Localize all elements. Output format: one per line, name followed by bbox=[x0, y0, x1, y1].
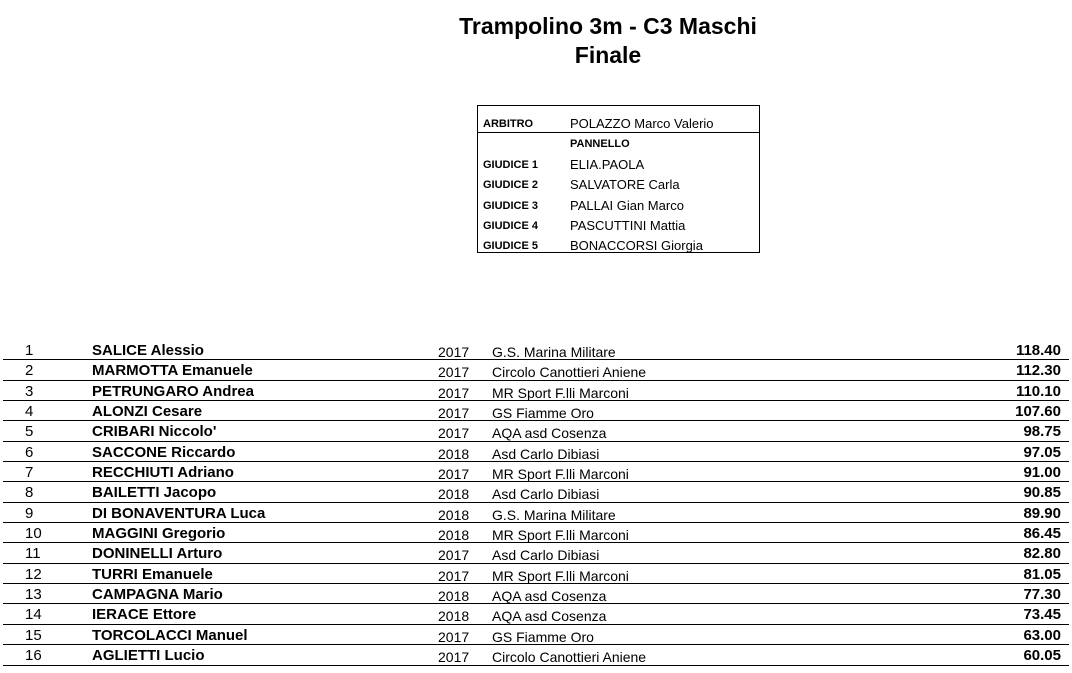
judge-row bbox=[478, 196, 759, 216]
judge-row bbox=[478, 175, 759, 195]
athlete-score: 81.05 bbox=[1023, 565, 1061, 583]
athlete-club: MR Sport F.lli Marconi bbox=[492, 466, 629, 483]
athlete-score: 91.00 bbox=[1023, 464, 1061, 482]
result-row bbox=[3, 482, 1069, 502]
event-title: Trampolino 3m - C3 Maschi bbox=[459, 13, 757, 39]
result-row bbox=[3, 645, 1069, 665]
athlete-year: 2017 bbox=[438, 344, 470, 360]
athlete-score: 73.45 bbox=[1023, 606, 1061, 624]
athlete-club: MR Sport F.lli Marconi bbox=[492, 567, 629, 584]
referee-row bbox=[478, 114, 759, 134]
result-position: 12 bbox=[25, 565, 42, 583]
athlete-score: 86.45 bbox=[1023, 525, 1061, 543]
athlete-year: 2018 bbox=[438, 527, 470, 544]
athlete-score: 107.60 bbox=[1015, 403, 1061, 421]
athlete-name: BAILETTI Jacopo bbox=[92, 484, 217, 502]
athlete-name: CAMPAGNA Mario bbox=[92, 586, 223, 604]
result-position: 14 bbox=[25, 606, 42, 624]
athlete-year: 2017 bbox=[438, 547, 470, 564]
athlete-club: Circolo Canottieri Aniene bbox=[492, 364, 647, 381]
judges-list bbox=[478, 155, 759, 257]
result-row bbox=[3, 543, 1069, 563]
athlete-club: Circolo Canottieri Aniene bbox=[492, 649, 647, 666]
result-position: 11 bbox=[25, 545, 41, 563]
athlete-club: GS Fiamme Oro bbox=[492, 405, 594, 422]
page-title bbox=[0, 12, 1072, 70]
athlete-name: IERACE Ettore bbox=[92, 606, 197, 624]
athlete-year: 2018 bbox=[438, 588, 470, 605]
result-position: 8 bbox=[25, 484, 34, 502]
athlete-club: G.S. Marina Militare bbox=[492, 344, 616, 360]
athlete-club: Asd Carlo Dibiasi bbox=[492, 445, 600, 462]
judge-label: GIUDICE 5 bbox=[483, 240, 539, 253]
athlete-score: 97.05 bbox=[1023, 443, 1061, 461]
referee-name: POLAZZO Marco Valerio bbox=[570, 116, 714, 131]
athlete-year: 2017 bbox=[438, 425, 470, 442]
result-position: 13 bbox=[25, 586, 42, 604]
event-phase: Finale bbox=[574, 42, 642, 68]
athlete-score: 63.00 bbox=[1023, 626, 1061, 644]
panel-row bbox=[478, 134, 759, 154]
athlete-year: 2017 bbox=[438, 364, 470, 381]
result-row bbox=[3, 381, 1069, 401]
judge-row bbox=[478, 155, 759, 175]
judge-name: BONACCORSI Giorgia bbox=[570, 238, 703, 254]
athlete-club: G.S. Marina Militare bbox=[492, 506, 616, 523]
judge-row bbox=[478, 216, 759, 236]
result-position: 9 bbox=[25, 504, 34, 522]
athlete-score: 118.40 bbox=[1015, 342, 1061, 359]
result-position: 10 bbox=[25, 525, 42, 543]
result-row bbox=[3, 564, 1069, 584]
result-row bbox=[3, 625, 1069, 645]
judge-row bbox=[478, 236, 759, 256]
judge-label: GIUDICE 4 bbox=[483, 219, 539, 232]
athlete-year: 2018 bbox=[438, 506, 470, 523]
athlete-name: PETRUNGARO Andrea bbox=[92, 382, 254, 400]
panel-label: PANNELLO bbox=[570, 138, 630, 151]
result-row bbox=[3, 462, 1069, 482]
athlete-score: 90.85 bbox=[1023, 484, 1061, 502]
result-position: 4 bbox=[25, 403, 34, 421]
athlete-score: 110.10 bbox=[1015, 382, 1061, 400]
athlete-score: 89.90 bbox=[1023, 504, 1061, 522]
athlete-name: MARMOTTA Emanuele bbox=[92, 362, 253, 380]
result-row bbox=[3, 401, 1069, 421]
athlete-year: 2017 bbox=[438, 567, 470, 584]
athlete-name: DONINELLI Arturo bbox=[92, 545, 223, 563]
result-row bbox=[3, 421, 1069, 441]
athlete-club: AQA asd Cosenza bbox=[492, 588, 607, 605]
result-position: 6 bbox=[25, 443, 34, 461]
athlete-name: DI BONAVENTURA Luca bbox=[92, 504, 266, 522]
result-position: 15 bbox=[25, 626, 42, 644]
athlete-club: Asd Carlo Dibiasi bbox=[492, 486, 600, 503]
judge-name: ELIA.PAOLA bbox=[570, 156, 645, 172]
result-position: 1 bbox=[25, 342, 34, 359]
result-row bbox=[3, 604, 1069, 624]
athlete-name: SALICE Alessio bbox=[92, 342, 204, 359]
athlete-name: CRIBARI Niccolo' bbox=[92, 423, 217, 441]
athlete-year: 2017 bbox=[438, 649, 470, 666]
athlete-name: ALONZI Cesare bbox=[92, 403, 203, 421]
athlete-name: TORCOLACCI Manuel bbox=[92, 626, 248, 644]
athlete-name: TURRI Emanuele bbox=[92, 565, 213, 583]
result-position: 16 bbox=[25, 647, 42, 665]
judge-name: SALVATORE Carla bbox=[570, 177, 680, 193]
judge-name: PALLAI Gian Marco bbox=[570, 197, 684, 213]
athlete-year: 2017 bbox=[438, 384, 470, 401]
result-row bbox=[3, 503, 1069, 523]
athlete-year: 2018 bbox=[438, 608, 470, 625]
athlete-club: AQA asd Cosenza bbox=[492, 608, 607, 625]
athlete-club: GS Fiamme Oro bbox=[492, 628, 594, 645]
athlete-club: MR Sport F.lli Marconi bbox=[492, 384, 629, 401]
referee-label: ARBITRO bbox=[483, 118, 534, 130]
athlete-score: 112.30 bbox=[1015, 362, 1061, 380]
athlete-year: 2018 bbox=[438, 445, 470, 462]
results-table bbox=[3, 340, 1069, 666]
result-row bbox=[3, 442, 1069, 462]
athlete-score: 98.75 bbox=[1023, 423, 1061, 441]
athlete-club: AQA asd Cosenza bbox=[492, 425, 607, 442]
athlete-score: 77.30 bbox=[1023, 586, 1061, 604]
athlete-score: 60.05 bbox=[1023, 647, 1061, 665]
result-row bbox=[3, 523, 1069, 543]
officials-panel bbox=[477, 105, 760, 253]
judge-label: GIUDICE 1 bbox=[483, 158, 539, 171]
result-row bbox=[3, 340, 1069, 360]
result-position: 3 bbox=[25, 382, 34, 400]
athlete-name: RECCHIUTI Adriano bbox=[92, 464, 234, 482]
athlete-year: 2017 bbox=[438, 466, 470, 483]
athlete-name: SACCONE Riccardo bbox=[92, 443, 236, 461]
judge-name: PASCUTTINI Mattia bbox=[570, 217, 686, 233]
result-row bbox=[3, 584, 1069, 604]
athlete-name: MAGGINI Gregorio bbox=[92, 525, 226, 543]
judge-label: GIUDICE 3 bbox=[483, 199, 539, 212]
result-position: 2 bbox=[25, 362, 34, 380]
athlete-year: 2018 bbox=[438, 486, 470, 503]
athlete-club: Asd Carlo Dibiasi bbox=[492, 547, 600, 564]
judge-label: GIUDICE 2 bbox=[483, 179, 539, 192]
athlete-year: 2017 bbox=[438, 628, 470, 645]
athlete-name: AGLIETTI Lucio bbox=[92, 647, 205, 665]
result-position: 7 bbox=[25, 464, 34, 482]
athlete-club: MR Sport F.lli Marconi bbox=[492, 527, 629, 544]
result-position: 5 bbox=[25, 423, 34, 441]
athlete-year: 2017 bbox=[438, 405, 470, 422]
athlete-score: 82.80 bbox=[1023, 545, 1061, 563]
result-row bbox=[3, 360, 1069, 380]
